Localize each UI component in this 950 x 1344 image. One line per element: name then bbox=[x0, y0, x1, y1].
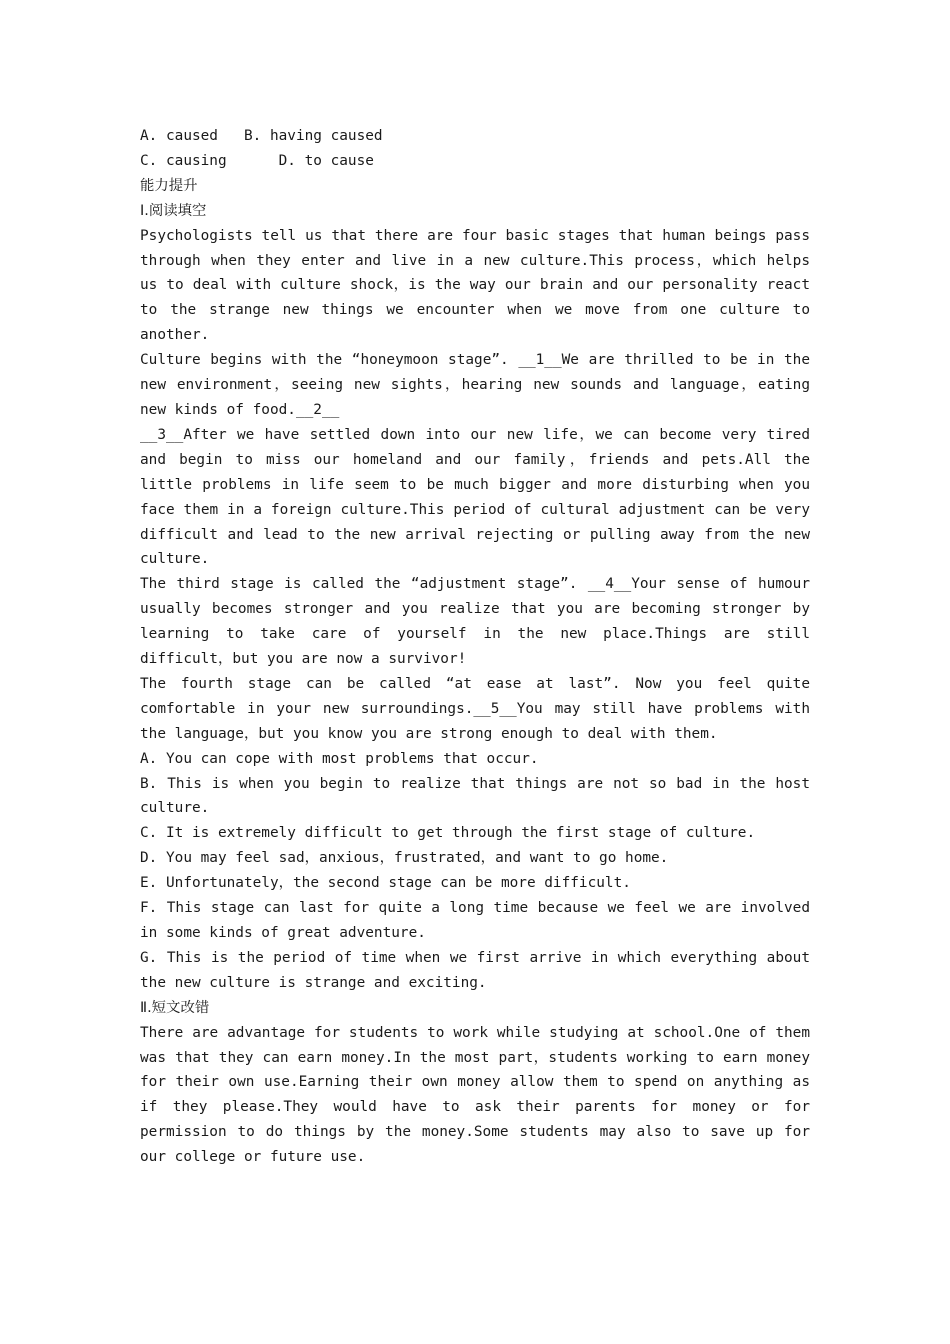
reading-paragraph-2: Culture begins with the “honeymoon stage”. __1__We are thrilled to be in the new environment，seeing new sights，hearing new sounds and language，eating new kinds of food.__2__ bbox=[140, 352, 819, 418]
reading-option-g: G. This is the period of time when we first arrive in which everything about the new culture is strange and exciting. bbox=[140, 949, 819, 991]
reading-paragraph-5: The fourth stage can be called “at ease at last”. Now you feel quite comfortable in your new surroundings.__5__You may still have problems with the language，but you know you are strong enough to deal with them. bbox=[140, 675, 819, 742]
section-title-correction: Ⅱ.短文改错 bbox=[140, 999, 210, 1016]
reading-paragraph-3: __3__After we have settled down into our new life，we can become very tired and begin to miss our homeland and our family，friends and pets.All the little problems in life seem to be much bigger and more disturbing when you face them in a foreign culture.This period of cultural adjustment can be very difficult and lead to the new arrival rejecting or pulling away from the new culture. bbox=[140, 426, 819, 568]
reading-option-a: A. You can cope with most problems that occur. bbox=[140, 750, 539, 767]
correction-paragraph: There are advantage for students to work while studying at school.One of them was that they can earn money.In the most part，students working to earn money for their own use.Earning their own money allow them to spend on anything as if they please.They would have to ask their parents for money or for permission to do things by the money.Some students may also to save up for our college or future use. bbox=[140, 1024, 819, 1166]
option-line-ab: A. caused B. having caused bbox=[140, 128, 383, 144]
reading-option-f: F. This stage can last for quite a long time because we feel we are involved in some kinds of great adventure. bbox=[140, 900, 819, 941]
reading-option-b: B. This is when you begin to realize that things are not so bad in the host culture. bbox=[140, 775, 819, 817]
option-line-cd: C. causing D. to cause bbox=[140, 152, 374, 169]
reading-paragraph-1: Psychologists tell us that there are four basic stages that human beings pass through when they enter and live in a new culture.This process，which helps us to deal with culture shock，is the way our brain and our personality react to the strange new things we encounter when we move from one culture to another. bbox=[140, 227, 819, 344]
section-title-reading: Ⅰ.阅读填空 bbox=[140, 202, 207, 219]
reading-option-e: E. Unfortunately，the second stage can be more difficult. bbox=[140, 875, 631, 892]
reading-option-d: D. You may feel sad，anxious，frustrated，and want to go home. bbox=[140, 850, 669, 867]
reading-paragraph-4: The third stage is called the “adjustment stage”. __4__Your sense of humour usually becomes stronger and you realize that you are becoming stronger by learning to take care of yourself in the new place.Things are still difficult，but you are now a survivor! bbox=[140, 576, 819, 668]
document-page bbox=[140, 124, 819, 1170]
section-heading-ability: 能力提升 bbox=[140, 177, 198, 194]
reading-option-c: C. It is extremely difficult to get through the first stage of culture. bbox=[140, 825, 756, 842]
